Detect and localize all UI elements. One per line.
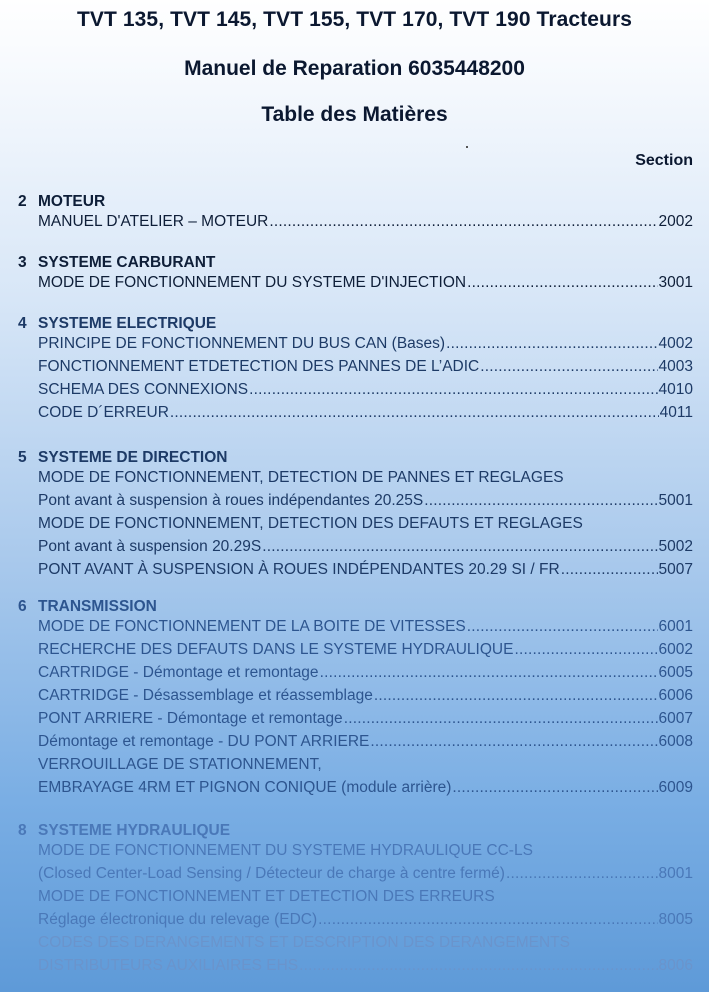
dot-leader xyxy=(514,641,657,659)
toc-entry[interactable] xyxy=(38,358,693,381)
entry-page: 5002 xyxy=(658,538,693,555)
toc-entry[interactable] xyxy=(38,641,693,664)
entry-label: VERROUILLAGE DE STATIONNEMENT, xyxy=(38,756,322,773)
section-heading xyxy=(0,449,709,469)
section-heading xyxy=(0,254,709,274)
entry-page: 4010 xyxy=(658,381,693,398)
section-number: 6 xyxy=(18,598,27,615)
entry-label: RECHERCHE DES DEFAUTS DANS LE SYSTEME HYDRAULIQUE xyxy=(38,641,514,658)
entry-label: EMBRAYAGE 4RM ET PIGNON CONIQUE (module arrière) xyxy=(38,779,452,796)
section-title: SYSTEME CARBURANT xyxy=(38,254,216,271)
toc-entry-heading-line xyxy=(38,934,693,957)
toc-section-transmission xyxy=(0,598,709,802)
dot-leader xyxy=(424,492,657,510)
dot-leader xyxy=(467,618,658,636)
entry-page: 5001 xyxy=(658,492,693,509)
section-heading xyxy=(0,193,709,213)
entry-page: 8006 xyxy=(658,957,693,974)
toc-entry[interactable] xyxy=(38,618,693,641)
entry-page: 3001 xyxy=(658,274,693,291)
entry-label: PRINCIPE DE FONCTIONNEMENT DU BUS CAN (Bases) xyxy=(38,335,446,352)
section-title: TRANSMISSION xyxy=(38,598,157,615)
toc-entry[interactable] xyxy=(38,561,693,584)
toc-entry-heading-line xyxy=(38,756,693,779)
dot-leader xyxy=(249,381,657,399)
entry-label: MANUEL D'ATELIER – MOTEUR xyxy=(38,213,269,230)
dot-leader xyxy=(320,664,658,682)
section-number: 3 xyxy=(18,254,27,271)
dot-leader xyxy=(318,911,657,929)
entry-label: CODE D´ERREUR xyxy=(38,404,169,421)
section-number: 2 xyxy=(18,193,27,210)
toc-entry[interactable] xyxy=(38,733,693,756)
dot-leader xyxy=(452,779,657,797)
section-title: SYSTEME HYDRAULIQUE xyxy=(38,822,231,839)
section-number: 5 xyxy=(18,449,27,466)
entry-page: 6008 xyxy=(658,733,693,750)
toc-entry[interactable] xyxy=(38,381,693,404)
toc-entry-heading-line xyxy=(38,888,693,911)
entry-page: 2002 xyxy=(658,213,693,230)
dot-leader xyxy=(561,561,658,579)
entry-page: 6005 xyxy=(658,664,693,681)
toc-entry[interactable] xyxy=(38,911,693,934)
entry-page: 8005 xyxy=(658,911,693,928)
section-heading xyxy=(0,822,709,842)
entry-label: PONT AVANT À SUSPENSION À ROUES INDÉPENDANTES 20.29 SI / FR xyxy=(38,561,560,578)
document-title: TVT 135, TVT 145, TVT 155, TVT 170, TVT 190 Tracteurs xyxy=(76,8,633,31)
toc-section-systeme-direction xyxy=(0,449,709,584)
entry-page: 4003 xyxy=(658,358,693,375)
entry-label: DISTRIBUTEURS AUXILIAIRES EHS xyxy=(38,957,299,974)
dot-leader xyxy=(480,358,657,376)
entry-label: CARTRIDGE - Désassemblage et réassemblage xyxy=(38,687,373,704)
toc-entry-heading-line xyxy=(38,515,693,538)
toc-section-systeme-carburant xyxy=(0,254,709,297)
scan-speck xyxy=(466,146,468,148)
toc-title: Table des Matières xyxy=(261,103,448,126)
section-title: SYSTEME ELECTRIQUE xyxy=(38,315,217,332)
toc-entry[interactable] xyxy=(38,492,693,515)
toc-entry[interactable] xyxy=(38,404,693,427)
dot-leader xyxy=(269,213,657,231)
entry-label: PONT ARRIERE - Démontage et remontage xyxy=(38,710,343,727)
toc-entry[interactable] xyxy=(38,538,693,561)
toc-section-moteur xyxy=(0,193,709,236)
entry-label: CODES DES DERANGEMENTS ET DESCRIPTION DES DERANGEMENTS xyxy=(38,934,570,951)
section-title: SYSTEME DE DIRECTION xyxy=(38,449,228,466)
entry-page: 5007 xyxy=(658,561,693,578)
section-column-label: Section xyxy=(635,152,693,169)
entry-label: SCHEMA DES CONNEXIONS xyxy=(38,381,249,398)
toc-entry-heading-line xyxy=(38,842,693,865)
entry-label: Démontage et remontage - DU PONT ARRIERE xyxy=(38,733,370,750)
toc-entry[interactable] xyxy=(38,865,693,888)
document-subtitle: Manuel de Reparation 6035448200 xyxy=(184,57,525,80)
dot-leader xyxy=(467,274,657,292)
entry-page: 8001 xyxy=(658,865,693,882)
toc-entry[interactable] xyxy=(38,710,693,733)
entry-label: MODE DE FONCTIONNEMENT DU SYSTEME HYDRAULIQUE CC-LS xyxy=(38,842,533,859)
entry-page: 6001 xyxy=(658,618,693,635)
toc-entry[interactable] xyxy=(38,687,693,710)
toc-entry[interactable] xyxy=(38,957,693,980)
entry-label: FONCTIONNEMENT ETDETECTION DES PANNES DE L’ADIC xyxy=(38,358,480,375)
toc-entry-heading-line xyxy=(38,469,693,492)
entry-label: MODE DE FONCTIONNEMENT, DETECTION DES DEFAUTS ET REGLAGES xyxy=(38,515,583,532)
entry-label: Pont avant à suspension 20.29S xyxy=(38,538,262,555)
dot-leader xyxy=(446,335,657,353)
entry-label: MODE DE FONCTIONNEMENT DU SYSTEME D'INJECTION xyxy=(38,274,467,291)
entry-label: Réglage électronique du relevage (EDC) xyxy=(38,911,318,928)
toc-entry[interactable] xyxy=(38,335,693,358)
entry-label: MODE DE FONCTIONNEMENT ET DETECTION DES ERREURS xyxy=(38,888,495,905)
entry-label: MODE DE FONCTIONNEMENT DE LA BOITE DE VITESSES xyxy=(38,618,466,635)
dot-leader xyxy=(506,865,658,883)
dot-leader xyxy=(170,404,659,422)
entry-label: CARTRIDGE - Démontage et remontage xyxy=(38,664,319,681)
entry-page: 4002 xyxy=(658,335,693,352)
toc-entry[interactable] xyxy=(38,779,693,802)
section-number: 4 xyxy=(18,315,27,332)
toc-entry[interactable] xyxy=(38,274,693,297)
entry-page: 6007 xyxy=(658,710,693,727)
toc-section-systeme-electrique xyxy=(0,315,709,427)
entry-label: MODE DE FONCTIONNEMENT, DETECTION DE PANNES ET REGLAGES xyxy=(38,469,564,486)
entry-page: 4011 xyxy=(659,404,693,421)
dot-leader xyxy=(262,538,657,556)
entry-page: 6002 xyxy=(658,641,693,658)
dot-leader xyxy=(370,733,657,751)
section-heading xyxy=(0,598,709,618)
toc-entry[interactable] xyxy=(38,664,693,687)
toc-section-systeme-hydraulique xyxy=(0,822,709,980)
dot-leader xyxy=(299,957,657,975)
section-title: MOTEUR xyxy=(38,193,106,210)
entry-page: 6006 xyxy=(658,687,693,704)
toc-entry[interactable] xyxy=(38,213,693,236)
dot-leader xyxy=(344,710,658,728)
entry-label: (Closed Center-Load Sensing / Détecteur de charge à centre fermé) xyxy=(38,865,505,882)
dot-leader xyxy=(374,687,658,705)
entry-page: 6009 xyxy=(658,779,693,796)
entry-label: Pont avant à suspension à roues indépendantes 20.25S xyxy=(38,492,424,509)
section-number: 8 xyxy=(18,822,27,839)
section-heading xyxy=(0,315,709,335)
